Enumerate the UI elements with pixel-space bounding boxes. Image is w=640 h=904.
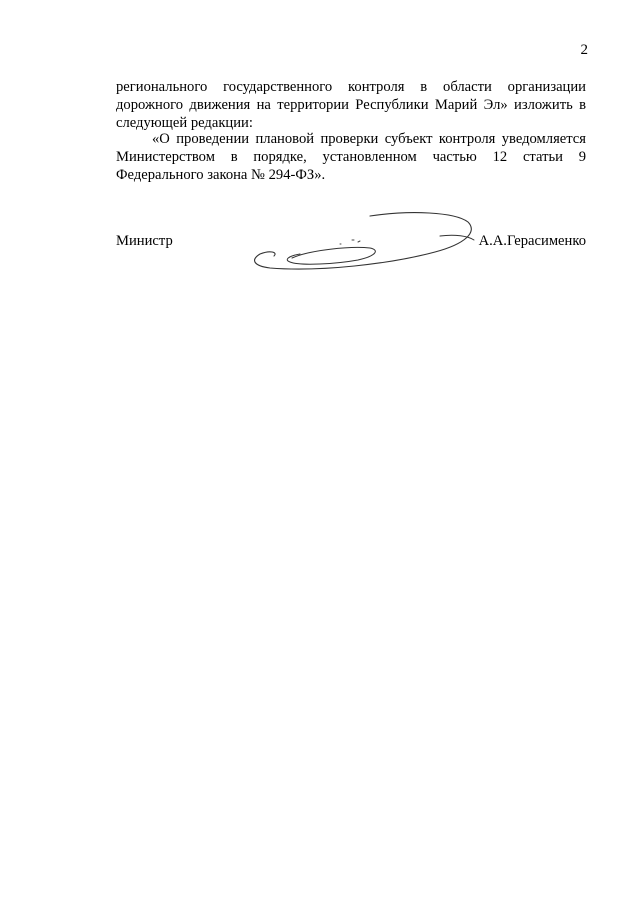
paragraph-amendment-text: «О проведении плановой проверки субъект контроля уведомляется Министерством в порядке, установленном частью 12 статьи 9 Федерального закона № 294-ФЗ». — [116, 131, 586, 183]
signature-block — [116, 232, 586, 252]
signatory-title: Министр — [116, 233, 173, 249]
page-number: 2 — [580, 42, 588, 58]
paragraph-amendment-intro: регионального государственного контроля в области организации дорожного движения на территории Республики Марий Эл» изложить в следующей редакции: — [116, 79, 586, 131]
signatory-name: А.А.Герасименко — [478, 233, 586, 249]
